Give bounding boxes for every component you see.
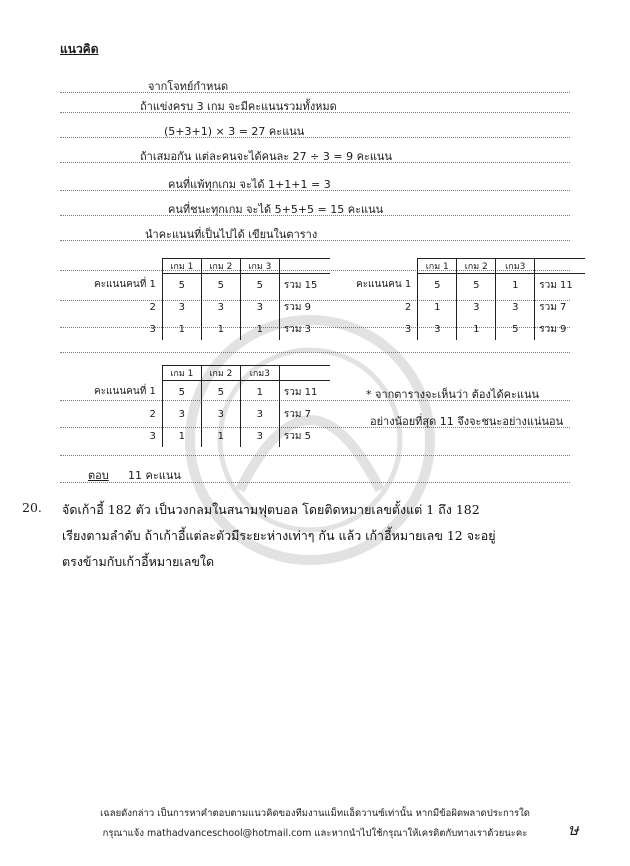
row-label: 3: [149, 323, 156, 335]
row-label: 3: [149, 430, 156, 442]
line-2: (5+3+1) × 3 = 27 คะแนน: [164, 125, 305, 138]
note-line-0: * จากตารางจะเห็นว่า ต้องได้คะแนน: [366, 388, 539, 401]
row-label: 2: [149, 408, 156, 420]
row-sum: รวม 7: [535, 296, 586, 318]
table3-header: เกม3: [240, 366, 279, 381]
table1-header: เกม 1: [162, 259, 201, 274]
cell: 3: [496, 296, 535, 318]
row-label: 1: [404, 279, 412, 291]
table3-header: เกม 1: [162, 366, 201, 381]
table-row: [90, 296, 330, 318]
table2-header: เกม 2: [457, 259, 496, 274]
line-6: นำคะแนนที่เป็นไปได้ เขียนในตาราง: [145, 228, 318, 241]
score-table-2: [352, 258, 585, 340]
table-row: [352, 296, 585, 318]
row-sum: รวม 9: [535, 318, 586, 340]
cell: 1: [240, 381, 279, 404]
problem-line-0: จัดเก้าอี้ 182 ตัว เป็นวงกลมในสนามฟุตบอล โดยติดหมายเลขตั้งแต่ 1 ถึง 182: [62, 502, 480, 517]
row-label: 2: [404, 301, 412, 313]
cell: 5: [418, 274, 457, 297]
line-4: คนที่แพ้ทุกเกม จะได้ 1+1+1 = 3: [168, 178, 331, 191]
cell: 3: [418, 318, 457, 340]
cell: 3: [162, 403, 201, 425]
table1-header: เกม 2: [201, 259, 240, 274]
answer-label: ตอบ: [88, 469, 109, 482]
row-sum: รวม 9: [279, 296, 330, 318]
row-label: 2: [149, 301, 156, 313]
row-sum: รวม 7: [279, 403, 330, 425]
line-0: จากโจทย์กำหนด: [148, 80, 229, 93]
cell: 3: [201, 296, 240, 318]
cell: 5: [240, 274, 279, 297]
cell: 1: [240, 318, 279, 340]
score-table-3: [90, 365, 330, 447]
table3-header: เกม 2: [201, 366, 240, 381]
table-row: [90, 381, 330, 404]
cell: 3: [240, 296, 279, 318]
answer-value: 11 คะแนน: [128, 469, 181, 482]
table-row: [90, 318, 330, 340]
table-row: [90, 403, 330, 425]
cell: 1: [496, 274, 535, 297]
problem-line-1: เรียงตามลำดับ ถ้าเก้าอี้แต่ละตัวมีระยะห่างเท่าๆ กัน แล้ว เก้าอี้หมายเลข 12 จะอยู่: [62, 528, 496, 543]
cell: 3: [201, 403, 240, 425]
cell: 5: [201, 381, 240, 404]
cell: 1: [162, 425, 201, 447]
row-sum: รวม 15: [279, 274, 330, 297]
table1-header: เกม 3: [240, 259, 279, 274]
row-label-prefix: คะแนนคนที่: [94, 386, 147, 398]
row-sum: รวม 5: [279, 425, 330, 447]
table-row: [90, 274, 330, 297]
row-label: 3: [404, 323, 412, 335]
heading: แนวคิด: [60, 42, 99, 56]
score-table-1: [90, 258, 330, 340]
cell: 5: [162, 274, 201, 297]
cell: 1: [201, 425, 240, 447]
row-sum: รวม 11: [279, 381, 330, 404]
cell: 3: [240, 403, 279, 425]
row-label: 1: [149, 279, 156, 291]
cell: 3: [240, 425, 279, 447]
table-row: [352, 318, 585, 340]
problem-number: 20.: [22, 500, 42, 515]
cell: 1: [418, 296, 457, 318]
line-1: ถ้าแข่งครบ 3 เกม จะมีคะแนนรวมทั้งหมด: [140, 100, 337, 113]
line-5: คนที่ชนะทุกเกม จะได้ 5+5+5 = 15 คะแนน: [168, 203, 384, 216]
cell: 1: [457, 318, 496, 340]
row-sum: รวม 3: [279, 318, 330, 340]
cell: 5: [201, 274, 240, 297]
cell: 5: [496, 318, 535, 340]
problem-line-2: ตรงข้ามกับเก้าอี้หมายเลขใด: [62, 554, 215, 569]
table2-header: เกม 1: [418, 259, 457, 274]
row-label-prefix: คะแนนคนที่: [94, 279, 147, 291]
cell: 5: [457, 274, 496, 297]
line-3: ถ้าเสมอกัน แต่ละคนจะได้คนละ 27 ÷ 3 = 9 คะแนน: [140, 150, 392, 163]
row-label: 1: [149, 386, 156, 398]
cell: 1: [162, 318, 201, 340]
row-label-prefix: คะแนนคน: [356, 279, 402, 291]
footer-line-0: เฉลยดังกล่าว เป็นการหาคำตอบตามแนวคิดของทีมงานแม็ทแอ็ดวานซ์เท่านั้น หากมีข้อผิดพลาดประการใด: [100, 808, 530, 819]
footer-line-1: กรุณาแจ้ง mathadvanceschool@hotmail.com และหากนำไปใช้กรุณาให้เครดิตกับทางเราด้วยนะคะ: [102, 828, 528, 839]
table-row: [352, 274, 585, 297]
cell: 1: [201, 318, 240, 340]
row-sum: รวม 11: [535, 274, 586, 297]
cell: 3: [162, 296, 201, 318]
table2-header: เกม3: [496, 259, 535, 274]
signature: ษ: [568, 820, 579, 839]
cell: 5: [162, 381, 201, 404]
note-line-1: อย่างน้อยที่สุด 11 จึงจะชนะอย่างแน่นอน: [370, 415, 564, 428]
table-row: [90, 425, 330, 447]
cell: 3: [457, 296, 496, 318]
